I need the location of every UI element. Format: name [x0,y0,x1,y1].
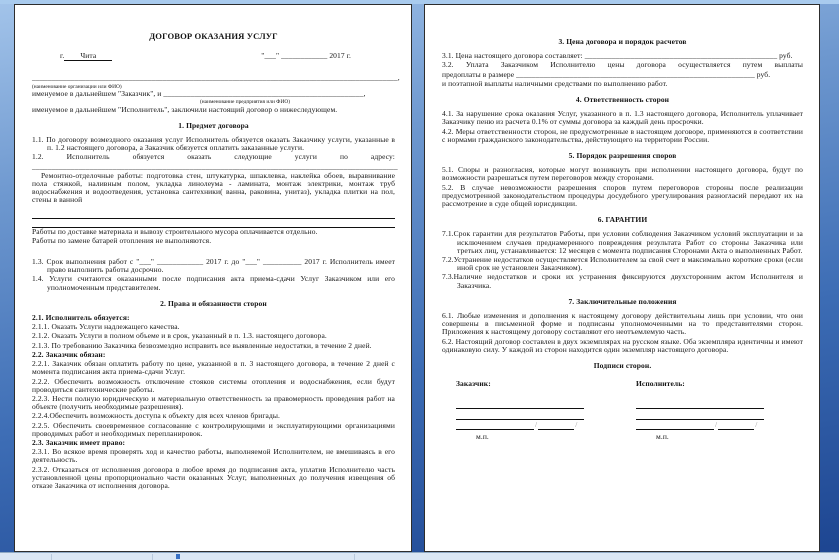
paragraph: 2.2.1. Заказчик обязан оплатить работу по цене, указанной в п. 3 настоящего договора, в течение 2 дней с момента подписания акта приема-сдачи Услуг. [32,359,395,377]
paragraph: 6.1. Любые изменения и дополнения к настоящему договору действительны лишь при условии, что они совершены в письменной форме и подписаны уполномоченными на то представителями сторон. Приложения к настоящему договору составляют его неотъемлемую часть. [442,311,803,337]
signature-line-with-slashes [456,420,584,430]
paragraph: 7.1.Срок гарантии для результатов Работы, при условии соблюдения Заказчиком условий эксплуатации и за исключением случаев преднамеренного повреждения результата Работ со стороны Заказчика или третьих лиц, устанавливается: 12 месяцев с момента подписания Сторонами Акта о выполненных Работ. [442,229,803,255]
slash-separator: / [755,420,758,430]
signature-line [456,398,584,409]
paragraph: 3.1. Цена настоящего договора составляет: __________________________________________________ руб. [442,51,793,61]
place-date-line [32,52,395,60]
paragraph: 2.1.2. Оказать Услуги в полном объеме и в срок, указанный в п. 1.3. настоящего договора. [32,331,327,341]
section-heading: 4. Ответственность сторон [575,95,670,105]
subsection-heading: 2.3. Заказчик имеет право: [32,437,126,447]
strip-separator [51,554,52,560]
section-heading: 6. ГАРАНТИИ [597,215,648,225]
paragraph: 1.2. Исполнитель обязуется оказать следующие услуги по адресу: [32,152,395,162]
paragraph: 3.2. Уплата Заказчиком Исполнителю цены договора осуществляется путем выплаты [442,60,803,70]
city-label: г. [60,51,65,61]
section-heading: 7. Заключительные положения [568,296,677,306]
paragraph: 5.1. Споры и разногласия, которые могут возникнуть при исполнении настоящего договора, будут по возможности разрешаться путем переговоров между сторонами. [442,165,803,183]
signature-line [636,419,714,430]
paragraph: 5.2. В случае невозможности разрешения споров путем переговоров стороны после реализации предусмотренной законодательством процедуры досудебного урегулирования разногласий передают их на рассмотрение в суде общей юрисдикции. [442,182,803,209]
signature-line-with-slashes [636,420,764,430]
signature-column [456,380,584,440]
signature-line [456,419,534,430]
paragraph: 1.1. По договору возмездного оказания услуг Исполнитель обязуется оказать Заказчику услуги, указанные в п. 1.2 настоящего договора, а Заказчик обязуется оплатить заказанные услуги. [32,135,395,153]
place-part [60,52,112,60]
paragraph: 7.2.Устранение недостатков осуществляется Исполнителем за свой счет в максимально короткие сроки (если иной срок не установлен Заказчиком). [442,255,803,273]
subsection-heading: 2.2. Заказчик обязан: [32,349,106,359]
paragraph: 4.1. За нарушение срока оказания Услуг, указанного в п. 1.3 настоящего договора, Исполнитель уплачивает Заказчику пеню из расчета 0.1% от суммы договора за каждый день просрочки. [442,109,803,127]
paragraph: 2.1.1. Оказать Услуги надлежащего качества. [32,322,180,332]
paragraph: 2.1.3. По требованию Заказчика безвозмездно исправить все выявленные недостатки, в течение 2 дней. [32,340,372,350]
paragraph: Работы по замене батарей отопления не выполняются. [32,235,212,245]
city-value: Чита [64,51,112,61]
paragraph: 1.4. Услуги считаются оказанными после подписания акта приема-сдачи Услуг Заказчиком или его уполномоченным представителем. [32,274,395,292]
document-page-2 [424,4,820,552]
section-heading: 3. Цена договора и порядок расчетов [558,37,687,46]
signature-line [636,398,764,409]
paragraph: 2.2.4.Обеспечить возможность доступа к объекту для всех членов бригады. [32,411,280,421]
paragraph: _______________________________________________________________________________________________, [32,73,400,83]
section-heading: Подписи сторон. [593,361,652,371]
paragraph: и поэтапной выплаты наличными средствами по выполнению работ. [442,78,668,88]
signature-line [718,419,754,430]
paragraph: 2.2.3. Нести полную юридическую и материальную ответственность за правомерность проведения работ на объекте (получить необходимые разрешения). [32,393,395,412]
paragraph: 1.3. Срок выполнения работ с "___" ____________ 2017 г. до "___" __________ 2017 г. Исполнитель имеет право выполнить работы досрочно. [32,257,395,275]
strip-separator [354,554,355,560]
document-page-1 [14,4,412,552]
field-caption: (наименование предприятия или ФИО) [200,99,291,106]
signature-party-label: Заказчик: [456,379,491,389]
seal-placeholder: м.п. [476,431,489,441]
section-heading: 2. Права и обязанности сторон [160,298,267,308]
spacer [32,219,395,227]
paragraph: 2.3.1. Во всякое время проверять ход и качество работы, выполняемой Исполнителем, не вмешиваясь в его деятельность. [32,447,395,465]
paragraph: 2.2.5. Обеспечить своевременное согласование с контролирующими и эксплуатирующими организациями проводимых работ и необходимых перепланировок. [32,420,395,438]
page-2-content [442,38,803,441]
signature-column [636,380,764,440]
paragraph: 4.2. Меры ответственности сторон, не предусмотренные в настоящем договоре, применяются в соответствии с нормами гражданского законодательства, действующего на территории России. [442,126,803,144]
subsection-heading: 2.1. Исполнитель обязуется: [32,313,130,323]
signature-line [538,419,574,430]
paragraph: 2.2.2. Обеспечить возможность отключение стояков системы отопления и водоснабжения, если будут проводиться сантехнические работы. [32,376,395,394]
strip-separator [152,554,153,560]
signature-party-label: Исполнитель: [636,379,685,389]
section-heading: 1. Предмет договора [178,120,249,130]
slash-separator: / [715,420,718,430]
paragraph: Работы по доставке материала и вывозу строительного мусора оплачивается отдельно. [32,226,318,236]
seal-placeholder: м.п. [656,431,669,441]
spacer [32,206,395,218]
section-heading: 5. Порядок разрешения споров [568,151,677,161]
paragraph: 2.3.2. Отказаться от исполнения договора в любое время до подписания акта, уплатив Исполнителю часть установленной цены пропорционально части оказанных Услуг, выполненных до получения извещения об отказе Заказчика от исполнения договора. [32,464,395,490]
paragraph: именуемое в дальнейшем "Заказчик", и ____________________________________________________, [32,89,366,99]
date-part: "___" ____________ 2017 г. [261,51,351,61]
paragraph: Ремонтно-отделочные работы: подготовка стен, штукатурка, шпаклевка, наклейка обоев, выравнивание пола стяжкой, наливным полом, укладка линолеума - ламината, монтаж электрики, монтаж труб водоснабжения и водоотведения, установка сантехники( ванна, раковина, унитаз), укладка плитки на пол, стены в ванной [32,170,395,205]
field-caption: (наименование организации или ФИО) [32,83,122,90]
page-1-content [32,31,400,490]
paragraph: предоплаты в размере ______________________________________________________________ руб. [442,69,771,79]
background-app-strip [0,552,839,560]
slash-separator: / [535,420,538,430]
signatures-block [456,380,803,440]
paragraph: именуемое в дальнейшем "Исполнитель", заключили настоящий договор о нижеследующем. [32,104,338,114]
document-title: ДОГОВОР ОКАЗАНИЯ УСЛУГ [149,31,278,41]
slash-separator: / [575,420,578,430]
paragraph: _______________________________________________________________________________________________ [32,161,398,171]
strip-app-glyph-icon [176,554,180,559]
paragraph: 6.2. Настоящий договор составлен в двух экземплярах на русском языке. Оба экземпляра идентичны и имеют одинаковую силу. У каждой из сторон находится один экземпляр настоящего договора. [442,336,803,354]
paragraph: 7.3.Наличие недостатков и сроки их устранения фиксируются двухсторонним актом Исполнителя и Заказчика. [442,272,803,290]
